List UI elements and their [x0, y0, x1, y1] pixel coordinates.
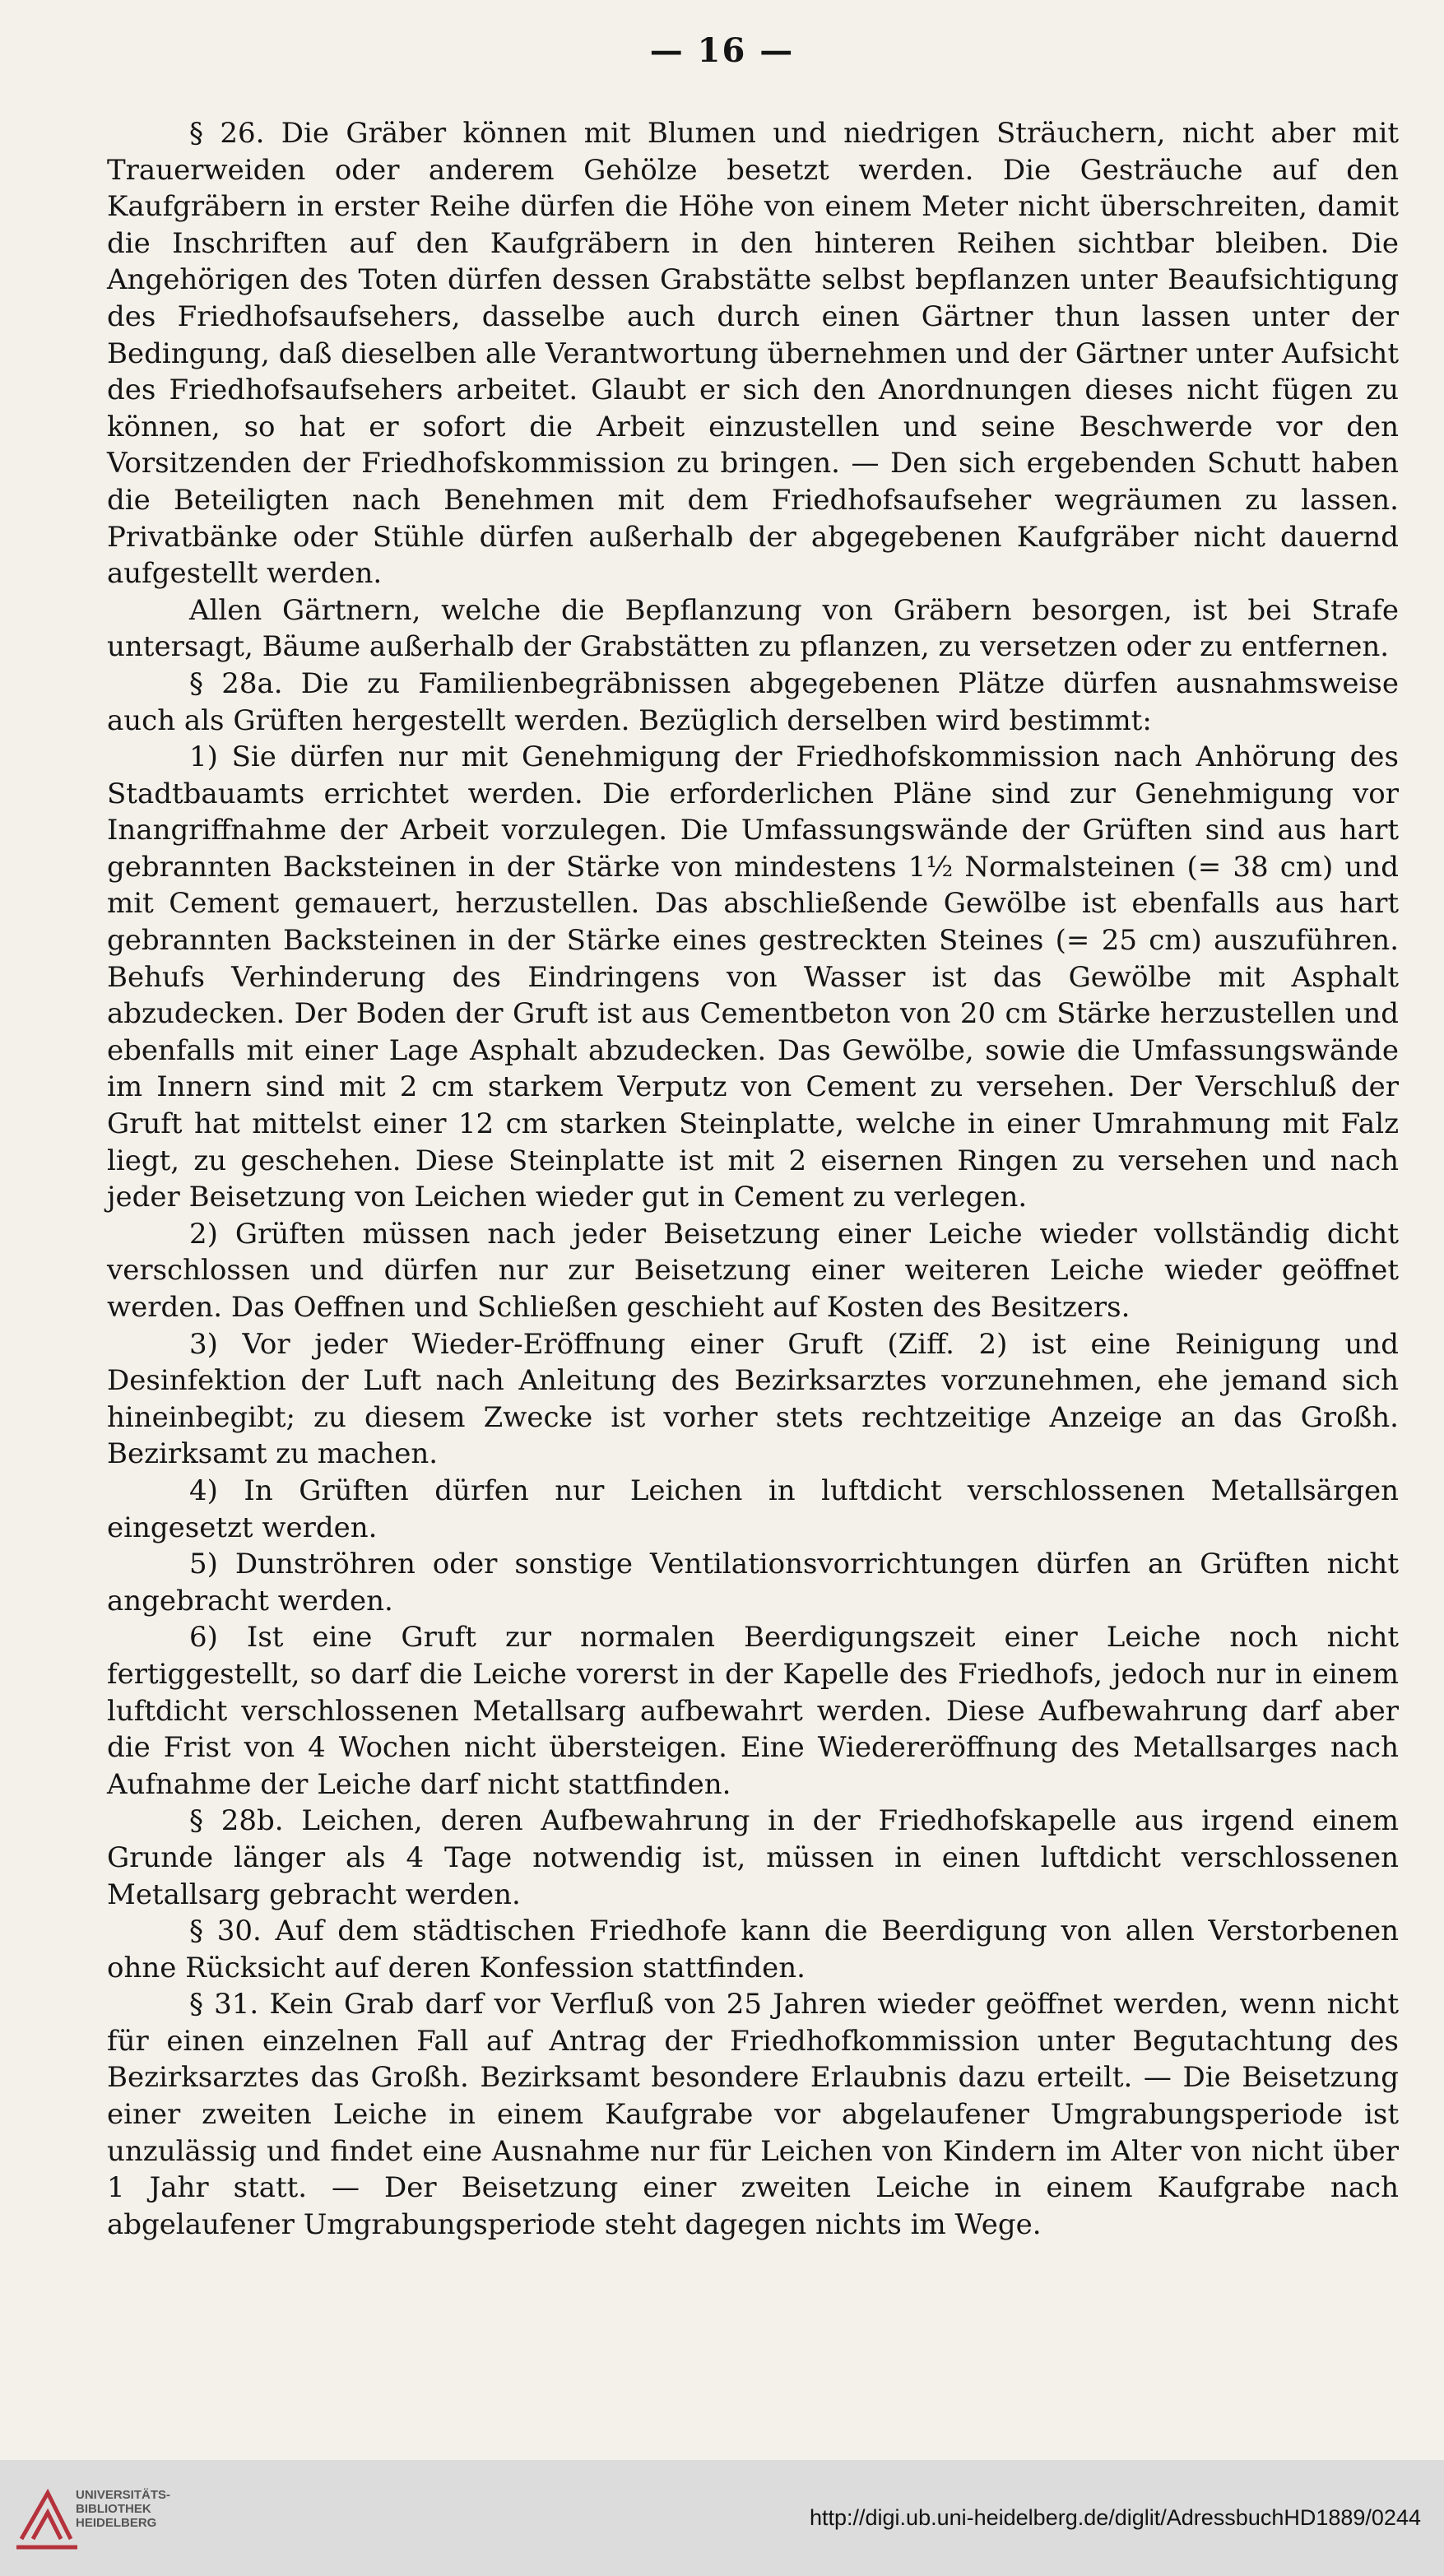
logo-text	[76, 2488, 170, 2530]
footer-bar	[0, 2460, 1444, 2576]
paragraph-30: § 30. Auf dem städtischen Friedhofe kann die Beerdigung von allen Verstorbenen ohne Rücksicht auf deren Konfession stattfinden.	[107, 1915, 1399, 1984]
logo-line-2: BIBLIOTHEK	[76, 2502, 151, 2516]
paragraph-28a-3: 3) Vor jeder Wieder-Eröffnung einer Gruft (Ziff. 2) ist eine Reinigung und Desinfektion der Luft nach Anleitung des Bezirksarztes vorzunehmen, ehe jemand sich hineinbegibt; zu diesem Zwecke ist vorher stets rechtzeitige Anzeige an das Großh. Bezirksamt zu machen.	[107, 1327, 1399, 1471]
paragraph-gaertner: Allen Gärtnern, welche die Bepflanzung von Gräbern besorgen, ist bei Strafe untersagt, Bäume außerhalb der Grabstätten zu pflanzen, zu versetzen oder zu entfernen.	[107, 593, 1399, 664]
logo-line-3: HEIDELBERG	[76, 2516, 157, 2530]
paragraph-28a-2: 2) Grüften müssen nach jeder Beisetzung einer Leiche wieder vollständig dicht verschlossen und dürfen nur zur Beisetzung einer weiteren Leiche wieder geöffnet werden. Das Oeffnen und Schließen geschieht auf Kosten des Besitzers.	[107, 1217, 1399, 1324]
paragraph-28a-1: 1) Sie dürfen nur mit Genehmigung der Friedhofskommission nach Anhörung des Stadtbauamts errichtet werden. Die erforderlichen Pläne sind zur Genehmigung vor Inangriffnahme der Arbeit vorzulegen. Die Umfassungswände der Grüften sind aus hart gebrannten Backsteinen in der Stärke von mindestens 1½ Normalsteinen (= 38 cm) und mit Cement gemauert, herzustellen. Das abschließende Gewölbe ist ebenfalls aus hart gebrannten Backsteinen in der Stärke eines gestreckten Steines (= 25 cm) auszuführen. Behufs Verhinderung des Eindringens von Wasser ist das Gewölbe mit Asphalt abzudecken. Der Boden der Gruft ist aus Cementbeton von 20 cm Stärke herzustellen und ebenfalls mit einer Lage Asphalt abzudecken. Das Gewölbe, sowie die Umfassungswände im Innern sind mit 2 cm starkem Verputz von Cement zu versehen. Der Verschluß der Gruft hat mittelst einer 12 cm starken Steinplatte, welche in einer Umrahmung mit Falz liegt, zu geschehen. Diese Steinplatte ist mit 2 eisernen Ringen zu versehen und nach jeder Beisetzung von Leichen wieder gut in Cement zu verlegen.	[107, 740, 1399, 1214]
paragraph-28a: § 28a. Die zu Familienbegräbnissen abgegebenen Plätze dürfen ausnahmsweise auch als Grüften hergestellt werden. Bezüglich derselben wird bestimmt:	[107, 666, 1399, 737]
paragraph-28a-5: 5) Dunströhren oder sonstige Ventilationsvorrichtungen dürfen an Grüften nicht angebracht werden.	[107, 1548, 1399, 1618]
paragraph-28b: § 28b. Leichen, deren Aufbewahrung in der Friedhofskapelle aus irgend einem Grunde länger als 4 Tage notwendig ist, müssen in einen luftdicht verschlossenen Metallsarg gebracht werden.	[107, 1804, 1399, 1911]
page-text	[107, 115, 1399, 2243]
paragraph-26: § 26. Die Gräber können mit Blumen und niedrigen Sträuchern, nicht aber mit Trauerweiden oder anderem Gehölze besetzt werden. Die Gesträuche auf den Kaufgräbern in erster Reihe dürfen die Höhe von einem Meter nicht überschreiten, damit die Inschriften auf den Kaufgräbern in den hinteren Reihen sichtbar bleiben. Die Angehörigen des Toten dürfen dessen Grabstätte selbst bepflanzen unter Beaufsichtigung des Friedhofsaufsehers, dasselbe auch durch einen Gärtner thun lassen unter der Bedingung, daß dieselben alle Verantwortung übernehmen und der Gärtner unter Aufsicht des Friedhofsaufsehers arbeitet. Glaubt er sich den Anordnungen dieses nicht fügen zu können, so hat er sofort die Arbeit einzustellen und seine Beschwerde vor den Vorsitzenden der Friedhofskommission zu bringen. — Den sich ergebenden Schutt haben die Beteiligten nach Benehmen mit dem Friedhofsaufseher wegräumen zu lassen. Privatbänke oder Stühle dürfen außerhalb der abgegebenen Kaufgräber nicht dauernd aufgestellt werden.	[107, 117, 1399, 591]
paragraph-31: § 31. Kein Grab darf vor Verfluß von 25 Jahren wieder geöffnet werden, wenn nicht für einen einzelnen Fall auf Antrag der Friedhofkommission unter Begutachtung des Bezirksarztes das Großh. Bezirksamt besondere Erlaubnis dazu erteilt. — Die Beisetzung einer zweiten Leiche in einem Kaufgrabe vor abgelaufener Umgrabungsperiode ist unzulässig und findet eine Ausnahme nur für Leichen von Kindern im Alter von nicht über 1 Jahr statt. — Der Beisetzung einer zweiten Leiche in einem Kaufgrabe nach abgelaufener Umgrabungsperiode steht dagegen nichts im Wege.	[107, 1988, 1399, 2241]
source-url-link[interactable]: http://digi.ub.uni-heidelberg.de/diglit/AdressbuchHD1889/0244	[809, 2505, 1421, 2530]
paragraph-28a-6: 6) Ist eine Gruft zur normalen Beerdigungszeit einer Leiche noch nicht fertiggestellt, so darf die Leiche vorerst in der Kapelle des Friedhofs, jedoch nur in einem luftdicht verschlossenen Metallsarg aufbewahrt werden. Diese Aufbewahrung darf aber die Frist von 4 Wochen nicht übersteigen. Eine Wiedereröffnung des Metallsarges nach Aufnahme der Leiche darf nicht stattfinden.	[107, 1621, 1399, 1801]
paragraph-28a-4: 4) In Grüften dürfen nur Leichen in luftdicht verschlossenen Metallsärgen eingesetzt werden.	[107, 1474, 1399, 1544]
page-number: — 16 —	[649, 31, 795, 70]
logo-line-1: UNIVERSITÄTS-	[76, 2488, 171, 2502]
